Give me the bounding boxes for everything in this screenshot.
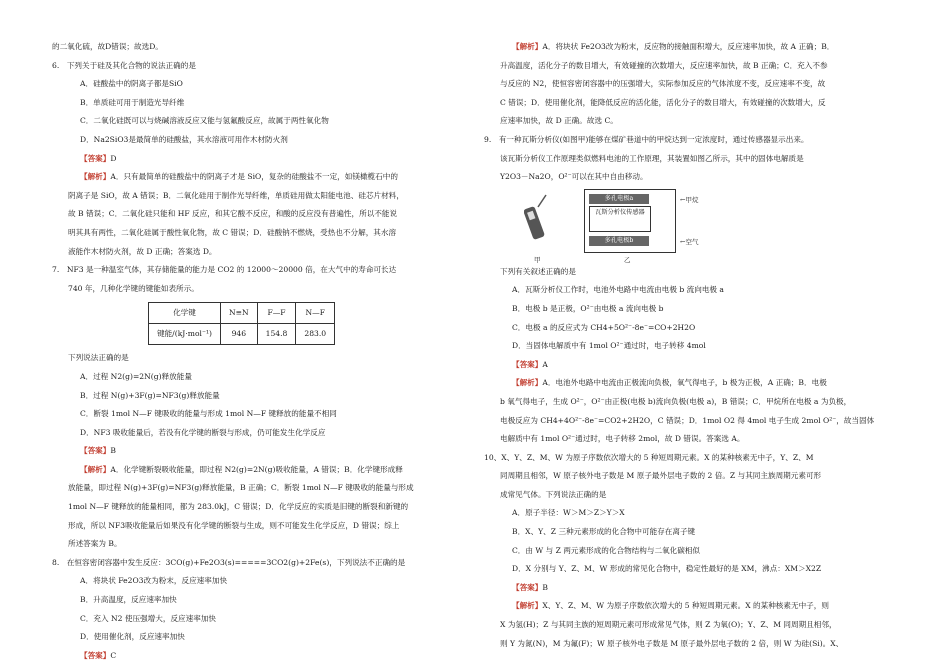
option-a: A．瓦斯分析仪工作时，电池外电路中电流由电极 b 流向电极 a [512, 285, 724, 295]
figure-label-jia: 甲 [534, 255, 541, 264]
explanation-line: 电解质中有 1mol O²⁻通过时，电子转移 2mol，故 D 错误。答案选 A。 [500, 434, 745, 444]
option-b: B．升高温度，反应速率加快 [80, 595, 177, 605]
text-line: 的二氧化硫，故D错误；故选D。 [52, 42, 163, 51]
explanation-tag: 【解析】 [512, 42, 543, 51]
explanation-line: 放能量，即过程 N(g)+3F(g)=NF3(g)释放能量，B 正确；C．断裂 1mol N—F 键吸收的能量与形成 [68, 483, 414, 493]
option-d: D．当固体电解质中有 1mol O²⁻通过时，电子转移 4mol [512, 341, 706, 351]
explanation-line: 应速率加快，故 D 正确。故选 C。 [500, 116, 618, 126]
option-a: A．过程 N2(g)=2N(g)释放能量 [80, 371, 192, 381]
option-d: D．使用催化剂，反应速率加快 [80, 632, 185, 642]
table-cell: 154.8 [257, 324, 296, 345]
explanation-line [52, 461, 452, 480]
sensor-cell-diagram [584, 189, 676, 253]
question-10-cont: 同周期且相邻，W 原子核外电子数是 M 原子最外层电子数的 2 倍。Z 与其同主族周期元素可形 [500, 471, 822, 481]
explanation-line: 故 B 错误；C．二氧化硅只能和 HF 反应，和其它酸不反应，和酸的反应没有普遍性，所以不能说 [68, 209, 398, 219]
option-d: D．Na2SiO3是最简单的硅酸盐，其水溶液可用作木材防火剂 [80, 134, 288, 144]
explanation-text: A．化学键断裂吸收能量，即过程 N2(g)=2N(g)吸收能量，A 错误；B．化学键形成释 [110, 464, 403, 474]
option-a: A．原子半径：W＞M＞Z＞Y＞X [512, 508, 625, 518]
option-c: C．电极 a 的反应式为 CH4+5O²⁻-8e⁻=CO+2H2O [512, 322, 696, 332]
question-8: 8. 在恒容密闭容器中发生反应：3CO(g)+Fe2O3(s)=====3CO2(g)+2Fe(s)，下列说法不正确的是 [52, 557, 406, 567]
table-header: N—F [296, 303, 335, 324]
answer-tag: 【答案】 [512, 582, 543, 592]
question-10: 10、X、Y、Z、M、W 为原子序数依次增大的 5 种短周期元素。X 的某种核素无中子，Y、Z、M [484, 452, 814, 462]
explanation-line: 1mol N—F 键释放的能量相同，都为 283.0kJ，C 错误；D．化学反应的实质是旧键的断裂和新键的 [68, 502, 409, 512]
explanation-line: 形成，所以 NF3吸收能量后如果没有化学键的断裂与生成，则不可能发生化学反应，D 错误；综上 [68, 520, 400, 530]
explanation-line: 明其具有两性，二氧化硅属于酸性氧化物，故 C 错误；D．硅酸钠不燃烧，受热也不分解，其水溶 [68, 227, 397, 237]
answer-value: C [110, 650, 117, 660]
option-a: A．将块状 Fe2O3改为粉末，反应速率加快 [80, 576, 228, 586]
question-9-cont: Y2O3－Na2O，O²⁻可以在其中自由移动。 [500, 172, 648, 182]
question-9: 9. 有一种瓦斯分析仪(如图甲)能够在煤矿巷道中的甲烷达到一定浓度时，通过传感器显示出来。 [484, 134, 809, 144]
explanation-line: C 错误；D．使用催化剂，能降低反应的活化能，活化分子的数目增大，有效碰撞的次数增大，反 [500, 97, 826, 107]
answer-value: A [542, 359, 548, 369]
answer-value: B [542, 582, 548, 592]
answer-value: B [110, 446, 116, 456]
option-b: B．X、Y、Z 三种元素形成的化合物中可能存在离子键 [512, 527, 696, 537]
option-b: B．过程 N(g)+3F(g)=NF3(g)释放能量 [80, 390, 220, 400]
answer-tag: 【答案】 [80, 650, 111, 660]
table-cell: 946 [220, 324, 257, 345]
answer-tag: 【答案】 [80, 446, 111, 456]
electrode-a: 多孔电极a [589, 194, 649, 204]
option-d: D．X 分别与 Y、Z、M、W 形成的常见化合物中，稳定性最好的是 XM，沸点：XM＞X2Z [512, 564, 822, 574]
explanation-tag: 【解析】 [80, 172, 111, 182]
explanation-line [484, 38, 894, 57]
question-6: 6. 下列关于硅及其化合物的说法正确的是 [52, 60, 196, 70]
option-b: B．电极 b 是正极，O²⁻由电极 a 流向电极 b [512, 303, 664, 313]
explanation-line: 阴离子是 SiO，故 A 错误；B．二氧化硅用于制作光导纤维，单质硅用做太阳能电池、硅芯片材料， [68, 190, 404, 200]
question-7: 7. NF3 是一种温室气体，其存储能量的能力是 CO2 的 12000～20000 倍，在大气中的寿命可长达 [52, 265, 397, 275]
option-c: C．由 W 与 Z 两元素形成的化合物结构与二氧化碳相似 [512, 545, 701, 555]
table-cell: 283.0 [296, 324, 335, 345]
explanation-line: 则 Y 为氮(N)，M 为氟(F)；W 原子核外电子数是 M 原子最外层电子数的 2 倍，则 W 为硅(Si)。X、 [500, 638, 844, 648]
question-stem: 下列说法正确的是 [68, 353, 129, 363]
table-header: 化学键 [149, 303, 221, 324]
bond-energy-table [148, 302, 335, 345]
explanation-tag: 【解析】 [80, 464, 111, 474]
explanation-line [52, 168, 452, 187]
explanation-line: 所述答案为 B。 [68, 539, 122, 549]
electrode-b: 多孔电极b [589, 236, 649, 246]
table-cell: 键能/(kJ·mol⁻¹) [149, 324, 221, 345]
answer-8 [52, 647, 452, 666]
explanation-line: 与反应的 N2，使恒容密闭容器中的压强增大，实际参加反应的气体浓度不变，反应速率不变，故 [500, 79, 826, 89]
explanation-text: A．将块状 Fe2O3改为粉末，反应物的接触面积增大，反应速率加快，故 A 正确；B． [542, 42, 835, 51]
explanation-line: 电极反应为 CH4+4O²⁻-8e⁻=CO2+2H2O，C 错误；D．1mol O2 得 4mol 电子生成 2mol O²⁻，故当固体 [500, 415, 875, 425]
table-header: F—F [257, 303, 296, 324]
option-c: C．二氧化硅既可以与烧碱溶液反应又能与氢氟酸反应，故属于两性氧化物 [80, 116, 329, 126]
analyzer-device-icon [524, 193, 552, 245]
question-9-cont: 该瓦斯分析仪工作原理类似燃料电池的工作原理，其装置如图乙所示，其中的固体电解质是 [500, 153, 804, 163]
explanation-line: 升高温度，活化分子的数目增大，有效碰撞的次数增大，反应速率加快，故 B 正确；C．充入不参 [500, 60, 828, 70]
question-stem: 下列有关叙述正确的是 [500, 266, 576, 276]
explanation-line: b 氧气得电子，生成 O²⁻，O²⁻由正极(电极 b)流向负极(电极 a)，B 错误；C．甲烷所在电极 a 为负极， [500, 396, 852, 406]
right-column [484, 38, 894, 653]
question-7-cont: 740 年，几种化学键的键能如表所示。 [68, 283, 199, 293]
explanation-line [484, 374, 894, 393]
figure-gas-analyzer [512, 189, 894, 263]
explanation-text: X、Y、Z、M、W 为原子序数依次增大的 5 种短周期元素。X 的某种核素无中子，则 [542, 601, 829, 611]
answer-tag: 【答案】 [512, 359, 543, 369]
answer-value: D [110, 153, 117, 163]
option-d: D．NF3 吸收能量后，若没有化学键的断裂与形成，仍可能发生化学反应 [80, 427, 326, 437]
option-c: C．断裂 1mol N—F 键吸收的能量与形成 1mol N—F 键释放的能量不相同 [80, 409, 337, 419]
option-b: B．单质硅可用于制造光导纤维 [80, 97, 185, 107]
question-10-cont: 成常见气体。下列说法正确的是 [500, 489, 607, 499]
methane-arrow: ←甲烷 [680, 195, 699, 204]
sensor-label: 瓦斯分析仪传感器 [589, 206, 651, 232]
explanation-line: 液能作木材防火剂，故 D 正确；答案选 D。 [68, 246, 217, 256]
air-arrow: ←空气 [680, 237, 699, 246]
answer-7 [52, 442, 452, 461]
answer-9 [484, 356, 894, 375]
explanation-tag: 【解析】 [512, 601, 543, 611]
answer-tag: 【答案】 [80, 153, 111, 163]
option-c: C．充入 N2 使压强增大，反应速率加快 [80, 613, 217, 623]
answer-6 [52, 150, 452, 169]
explanation-line: X 为氢(H)；Z 与其同主族的短周期元素可形成常见气体，则 Z 为氧(O)；Y、Z、M 同周期且相邻， [500, 620, 837, 630]
explanation-text: A．电池外电路中电流由正极流向负极，氧气得电子，b 极为正极，A 正确；B．电极 [542, 378, 827, 388]
explanation-text: A．只有最简单的硅酸盐中的阴离子才是 SiO，复杂的硅酸盐不一定，如镁橄榄石中的 [110, 172, 398, 182]
option-a: A．硅酸盐中的阴离子都是SiO [80, 79, 183, 89]
table-header: N≡N [220, 303, 257, 324]
left-column [52, 38, 452, 665]
answer-10 [484, 579, 894, 598]
figure-label-yi: 乙 [624, 255, 631, 264]
explanation-tag: 【解析】 [512, 378, 543, 388]
explanation-line [484, 597, 894, 616]
